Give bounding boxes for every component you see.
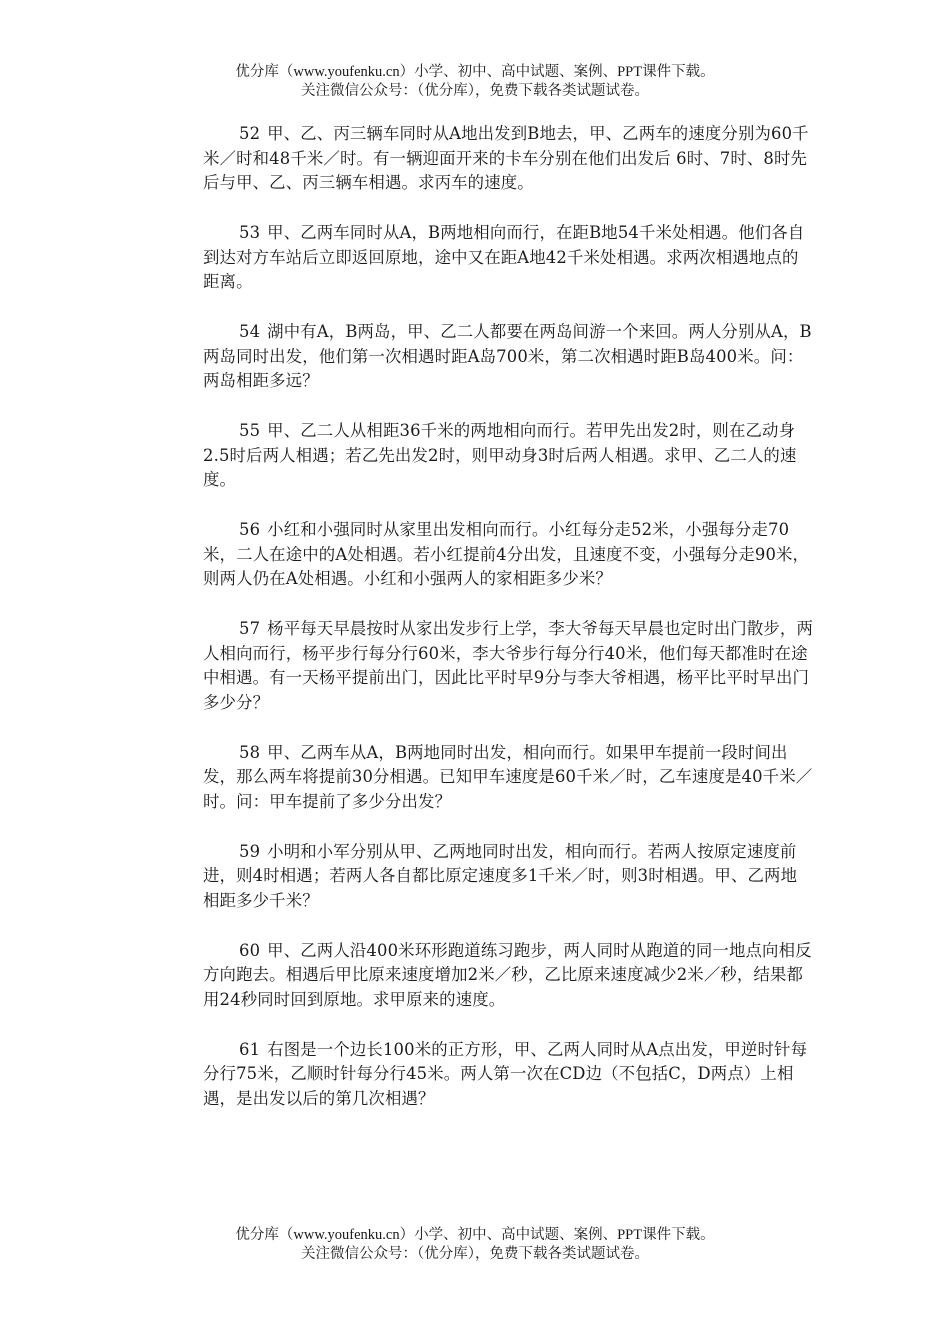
problem-text: 甲、乙两车同时从A，B两地相向而行，在距B地54千米处相遇。他们各自到达对方车站后立即返回原地，途中又在距A地42千米处相遇。求两次相遇地点的距离。 [203,223,805,291]
problem-text: 甲、乙两车从A，B两地同时出发，相向而行。如果甲车提前一段时间出发，那么两车将提前30分相遇。已知甲车速度是60千米／时，乙车速度是40千米／时。问：甲车提前了多少分出发？ [203,742,813,811]
problem-58 [203,741,813,815]
problem-text: 甲、乙、丙三辆车同时从A地出发到B地去，甲、乙两车的速度分别为60千米／时和48千米／时。有一辆迎面开来的卡车分别在他们出发后 6时、7时、8时先后与甲、乙、丙三辆车相遇。求丙车的速度。 [203,124,809,192]
problem-57 [203,617,813,715]
footer-line-1: 优分库（www.youfenku.cn）小学、初中、高中试题、案例、PPT课件下载。 [235,1227,715,1243]
problem-56 [203,518,813,592]
problem-60 [203,939,813,1013]
problem-number: 60 [239,940,261,960]
problem-number: 56 [239,520,261,539]
problem-number: 54 [239,322,261,341]
page-header [0,63,950,101]
problem-text: 甲、乙两人沿400米环形跑道练习跑步，两人同时从跑道的同一地点向相反方向跑去。相遇后甲比原来速度增加2米／秒，乙比原来速度减少2米／秒，结果都用24秒同时回到原地。求甲原来的速度。 [203,940,812,1009]
problem-number: 55 [239,421,261,440]
problem-number: 52 [239,124,261,143]
problem-number: 53 [239,223,261,242]
problem-number: 57 [239,619,261,638]
problem-54 [203,320,813,394]
problem-text: 甲、乙二人从相距36千米的两地相向而行。若甲先出发2时，则在乙动身2.5时后两人相遇；若乙先出发2时，则甲动身3时后两人相遇。求甲、乙二人的速度。 [203,421,797,489]
problem-61 [203,1038,813,1112]
header-line-1: 优分库（www.youfenku.cn）小学、初中、高中试题、案例、PPT课件下载。 [235,64,715,80]
problem-55 [203,419,813,493]
problem-text: 小红和小强同时从家里出发相向而行。小红每分走52米，小强每分走70米，二人在途中的A处相遇。若小红提前4分出发，且速度不变，小强每分走90米，则两人仍在A处相遇。小红和小强两人的家相距多少米？ [203,520,810,588]
problem-text: 杨平每天早晨按时从家出发步行上学，李大爷每天早晨也定时出门散步，两人相向而行，杨平步行每分行60米，李大爷步行每分行40米，他们每天都准时在途中相遇。有一天杨平提前出门，因此比平时早9分与李大爷相遇，杨平比平时早出门多少分？ [203,619,814,712]
problem-text: 右图是一个边长100米的正方形，甲、乙两人同时从A点出发，甲逆时针每分行75米，乙顺时针每分行45米。两人第一次在CD边（不包括C，D两点）上相遇，是出发以后的第几次相遇？ [203,1039,808,1108]
problem-text: 小明和小军分别从甲、乙两地同时出发，相向而行。若两人按原定速度前进，则4时相遇；若两人各自都比原定速度多1千米／时，则3时相遇。甲、乙两地相距多少千米？ [203,841,798,910]
problem-number: 59 [239,841,261,861]
problem-list [203,122,813,1137]
problem-text: 湖中有A，B两岛，甲、乙二人都要在两岛间游一个来回。两人分别从A，B两岛同时出发，他们第一次相遇时距A岛700米，第二次相遇时距B岛400米。问：两岛相距多远？ [203,322,812,390]
footer-line-2: 关注微信公众号：（优分库），免费下载各类试题试卷。 [301,1246,649,1262]
problem-59 [203,840,813,914]
problem-52 [203,122,813,196]
problem-number: 58 [239,742,261,762]
page-footer [0,1226,950,1264]
problem-number: 61 [239,1039,261,1059]
problem-53 [203,221,813,295]
header-line-2: 关注微信公众号：（优分库），免费下载各类试题试卷。 [301,83,649,99]
